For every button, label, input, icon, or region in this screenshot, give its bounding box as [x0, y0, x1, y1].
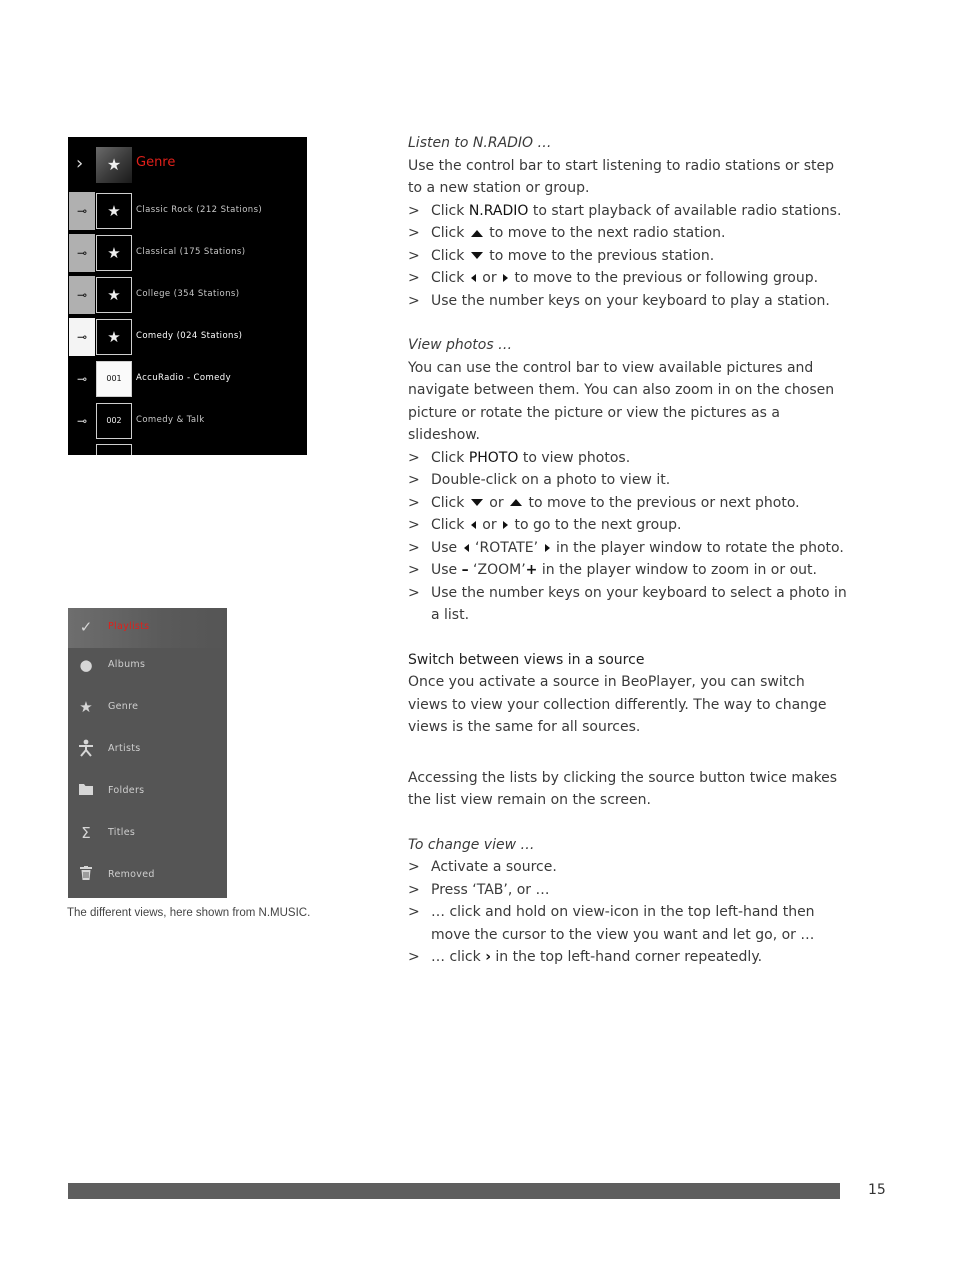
list-item: > Use – ‘ZOOM’+ in the player window to zoom in or out. [408, 559, 848, 582]
arrow-down-icon [471, 252, 483, 259]
list-item: > … click › in the top left-hand corner repeatedly. [408, 946, 848, 969]
list-item: > Click N.RADIO to start playback of available radio stations. [408, 200, 848, 223]
station-label: Classical (175 Stations) [136, 247, 246, 257]
station-list-item-partial [68, 443, 307, 455]
station-label: College (354 Stations) [136, 289, 240, 299]
folder-icon [76, 781, 96, 801]
view-label: Albums [108, 659, 146, 670]
station-list-item[interactable] [68, 192, 307, 230]
list-item: > Click or to move to the previous or next photo. [408, 492, 848, 515]
list-item: > Activate a source. [408, 856, 848, 879]
person-icon [76, 739, 96, 762]
list-item: > Double-click on a photo to view it. [408, 469, 848, 492]
station-number: 002 [96, 403, 132, 439]
view-label: Folders [108, 785, 145, 796]
radio-heading: Listen to N.RADIO … [408, 135, 552, 151]
view-item-titles[interactable] [68, 814, 227, 854]
figure-caption: The different views, here shown from N.MUSIC. [67, 907, 311, 919]
arrow-left-icon [471, 274, 476, 282]
station-label: Classic Rock (212 Stations) [136, 205, 263, 215]
plug-icon: ⊸ [69, 276, 95, 314]
view-item-artists[interactable] [68, 730, 227, 770]
star-icon: ★ [96, 319, 132, 355]
photo-steps [408, 447, 848, 627]
nradio-key: N.RADIO [468, 202, 529, 219]
chevron-right-icon[interactable]: › [76, 153, 84, 174]
station-number: 001 [96, 361, 132, 397]
change-view-steps [408, 856, 848, 969]
view-label: Playlists [108, 621, 150, 632]
page-number: 15 [868, 1182, 886, 1198]
plus-icon: + [525, 562, 538, 578]
view-label: Removed [108, 869, 155, 880]
star-icon: ★ [96, 193, 132, 229]
nradio-screenshot [68, 137, 307, 455]
view-label: Artists [108, 743, 141, 754]
view-item-albums[interactable] [68, 646, 227, 686]
list-item: > Click to move to the previous station. [408, 245, 848, 268]
list-item: > Use ‘ROTATE’ in the player window to rotate the photo. [408, 537, 848, 560]
list-item: > Click or to go to the next group. [408, 514, 848, 537]
chevron-right-icon: › [485, 949, 491, 965]
plug-icon: ⊸ [69, 234, 95, 272]
views-screenshot [68, 608, 227, 898]
station-list-item[interactable] [68, 234, 307, 272]
arrow-up-icon [471, 230, 483, 237]
radio-intro: Use the control bar to start listening to radio stations or step to a new station or group. [408, 157, 835, 196]
arrow-right-icon [503, 274, 508, 282]
star-icon: ★ [79, 698, 93, 716]
check-icon: ✓ [79, 618, 93, 636]
photo-key: PHOTO [468, 449, 519, 466]
view-item-playlists[interactable] [68, 608, 227, 648]
star-icon: ★ [96, 277, 132, 313]
station-list-item[interactable] [68, 402, 307, 440]
minus-icon: – [461, 562, 469, 578]
switch-note: Accessing the lists by clicking the source button twice makes the list view remain on the screen. [408, 769, 838, 808]
switch-paragraph: Once you activate a source in BeoPlayer, you can switch views to view your collection differently. The way to change views is the same for all sources. [408, 674, 827, 735]
view-item-folders[interactable] [68, 772, 227, 812]
view-label: Titles [108, 827, 136, 838]
station-label: AccuRadio - Comedy [136, 373, 232, 383]
genre-title: Genre [136, 155, 176, 170]
star-icon: ★ [96, 235, 132, 271]
photo-intro: You can use the control bar to view available pictures and navigate between them. You can also zoom in on the chosen picture or rotate the picture or view the pictures as a slideshow. [408, 359, 835, 443]
radio-steps [408, 200, 848, 313]
switch-heading: Switch between views in a source [408, 651, 645, 668]
instructions-column [408, 132, 848, 969]
station-label: Comedy (024 Stations) [136, 331, 243, 341]
view-label: Genre [108, 701, 139, 712]
change-view-heading: To change view … [408, 836, 535, 853]
arrow-up-icon [510, 499, 522, 506]
station-list-item[interactable] [68, 318, 307, 356]
list-item: > Click to move to the next radio station. [408, 222, 848, 245]
disc-icon: ● [79, 656, 93, 674]
station-list-item[interactable] [68, 360, 307, 398]
plug-icon: ⊸ [69, 360, 95, 398]
arrow-right-icon [503, 521, 508, 529]
sigma-icon: Σ [81, 824, 91, 842]
plug-icon: ⊸ [69, 192, 95, 230]
arrow-left-icon [471, 521, 476, 529]
footer-bar [68, 1183, 840, 1199]
list-item: > … click and hold on view-icon in the top left-hand then move the cursor to the view you want and let go, or … [408, 901, 848, 946]
list-item: > Click or to move to the previous or following group. [408, 267, 848, 290]
trash-icon [76, 865, 96, 885]
plug-icon: ⊸ [69, 318, 95, 356]
arrow-right-icon [545, 544, 550, 552]
station-label: Comedy & Talk [136, 415, 205, 425]
station-list-item[interactable] [68, 276, 307, 314]
genre-header [68, 143, 307, 185]
list-item: > Click PHOTO to view photos. [408, 447, 848, 470]
list-item: > Use the number keys on your keyboard to play a station. [408, 290, 848, 313]
list-item: > Press ‘TAB’, or … [408, 879, 848, 902]
plug-icon: ⊸ [69, 402, 95, 440]
arrow-left-icon [464, 544, 469, 552]
station-number [96, 444, 132, 455]
list-item: > Use the number keys on your keyboard to select a photo in a list. [408, 582, 848, 627]
star-icon: ★ [96, 147, 132, 183]
arrow-down-icon [471, 499, 483, 506]
view-item-removed[interactable] [68, 856, 227, 896]
view-item-genre[interactable] [68, 688, 227, 728]
photo-heading: View photos … [408, 337, 513, 353]
